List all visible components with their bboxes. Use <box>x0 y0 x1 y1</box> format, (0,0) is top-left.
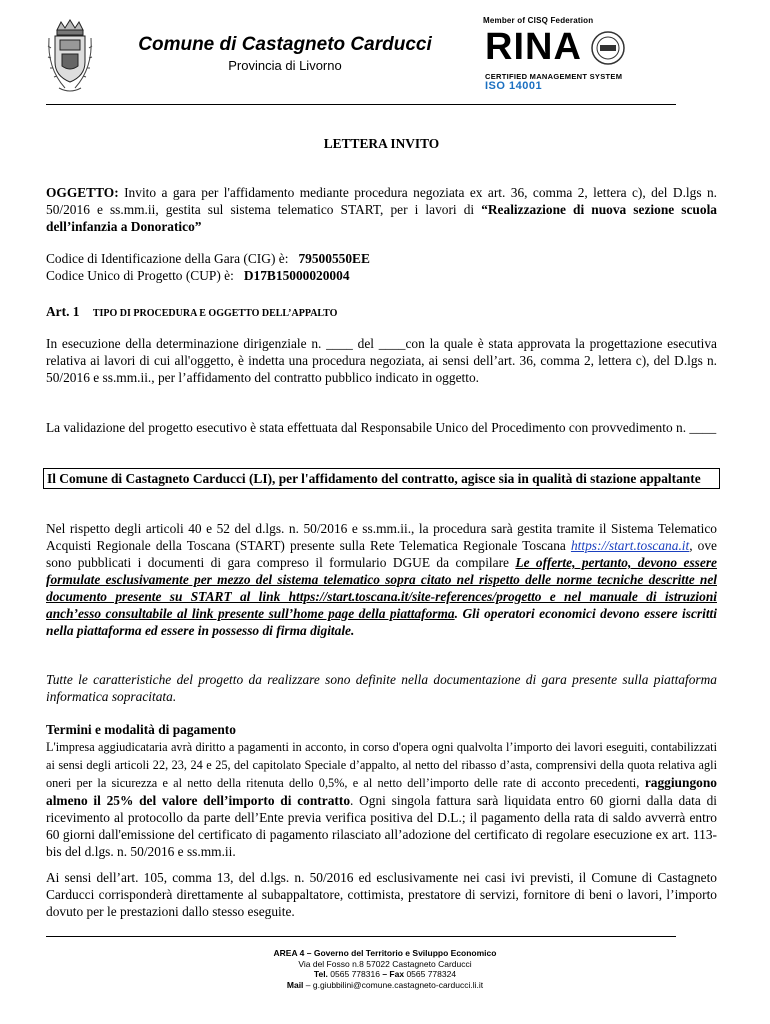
start-link[interactable]: https://start.toscana.it <box>570 538 690 553</box>
cert-iso-text: ISO 14001 <box>485 80 543 92</box>
coat-of-arms-icon <box>45 18 95 96</box>
footer-mail: Mail – g.giubbilini@comune.castagneto-carducci.li.it <box>286 980 484 990</box>
oggetto-paragraph <box>46 184 717 235</box>
article-title: TIPO DI PROCEDURA E OGGETTO DELL’APPALTO <box>92 308 338 319</box>
cup-value: D17B15000020004 <box>243 268 350 283</box>
cig-line: Codice di Identificazione della Gara (CIG) è: 79500550EE <box>46 251 370 266</box>
oggetto-project: “Realizzazione di nuova sezione scuola dell’infanzia a Donoratico” <box>46 202 717 234</box>
article-heading <box>46 303 717 322</box>
header-divider <box>46 104 676 105</box>
footer-phone: Tel. 0565 778316 – Fax 0565 778324 <box>313 969 457 979</box>
cig-value: 79500550EE <box>298 251 370 266</box>
cup-line: Codice Unico di Progetto (CUP) è: D17B15000020004 <box>46 268 350 283</box>
paragraph-caratteristiche: Tutte le caratteristiche del progetto da realizzare sono definite nella documentazione di gara presente sulla piattaforma informatica sopracitata. <box>46 672 717 704</box>
cert-system-text: CERTIFIED MANAGEMENT SYSTEM <box>485 72 623 81</box>
paragraph-subappalto: Ai sensi dell’art. 105, comma 13, del d.lgs. n. 50/2016 ed esclusivamente nei casi ivi previsti, il Comune di Castagneto Carducci corrisponderà direttamente al subappaltatore, cottimista, prestatore di servizi, fornitore di beni o lavori, l’importo dovuto per le prestazioni dallo stesso eseguite. <box>46 870 717 919</box>
paragraph-start: Nel rispetto degli articoli 40 e 52 del d.lgs. n. 50/2016 e ss.mm.ii., la procedura sarà gestita tramite il Sistema Telematico Acquisti Regionale della Toscana (START) presente sulla Rete Telematica Regionale Toscana https://start.toscana.it, ove sono pubblicati i documenti di gara compreso il formulario DGUE da compilare Le offerte, pertanto, devono essere formulate esclusivamente per mezzo del sistema telematico sopra citato nel rispetto delle norme tecniche descritte nel documento presente su START al link https://start.toscana.it/site-references/progetto e nel manuale di istruzioni anch’esso consultabile al link presente sull’home page della piattaforma. Gli operatori economici devono essere iscritti nella piattaforma ed essere in possesso di firma digitale. <box>46 521 717 638</box>
province-subtitle: Provincia di Livorno <box>228 58 342 73</box>
footer-address: Via del Fosso n.8 57022 Castagneto Carducci <box>298 959 472 969</box>
footer-mail-address[interactable]: – g.giubbilini@comune.castagneto-carducci.li.it <box>305 980 484 990</box>
payment-threshold: raggiungono almeno il 25% del valore dell’importo di contratto <box>46 775 717 808</box>
article-number: Art. 1 <box>46 304 80 319</box>
section-heading-payment: Termini e modalità di pagamento <box>46 722 236 737</box>
boxed-statement: Il Comune di Castagneto Carducci (LI), per l'affidamento del contratto, agisce sia in qualità di stazione appaltante <box>43 468 720 489</box>
cert-member-text: Member of CISQ Federation <box>483 16 594 25</box>
document-title: LETTERA INVITO <box>323 136 440 151</box>
footer-area: AREA 4 – Governo del Territorio e Sviluppo Economico <box>273 948 497 958</box>
paragraph-determinazione: In esecuzione della determinazione dirigenziale n. ____ del ____con la quale è stata approvata la progettazione esecutiva relativa ai lavori di cui all'oggetto, è indetta una procedura negoziata, ai sensi dell’art. 36, comma 2, lettera c), del D.lgs n. 50/2016 e ss.mm.ii., per l’affidamento del contratto pubblico indicato in oggetto. <box>46 336 717 385</box>
rina-logo-text: RINA <box>485 26 582 68</box>
paragraph-pagamenti: L'impresa aggiudicataria avrà diritto a pagamenti in acconto, in corso d'opera ogni qualvolta l’importo dei lavori eseguiti, contabilizzati ai sensi degli articoli 22, 23, 24 e 25, del capitolato Speciale d’appalto, al netto del ribasso d’asta, comprensivi della quota relativa agli oneri per la sicurezza e al netto della ritenuta dello 0,5%, e al netto dell’importo delle rate di acconto precedenti, raggiungono almeno il 25% del valore dell’importo di contratto. Ogni singola fattura sarà liquidata entro 60 giorni dalla data di ricevimento al protocollo da parte dell’Ente previa verifica positiva del D.L.; il pagamento della rata di saldo avverrà entro 60 giorni dall'emissione del certificato di pagamento rilasciato all’adozione del certificato di regolare esecuzione ex art. 113-bis del d.lgs. n. 50/2016 e ss.mm.ii. <box>46 740 717 859</box>
offers-requirement: Le offerte, pertanto, devono essere formulate esclusivamente per mezzo del sistema telematico sopra citato nel rispetto delle norme tecniche descritte nel documento presente su START al link https://start.toscana.it/site-references/progetto e nel manuale di istruzioni anch’esso consultabile al link presente sull’home page della piattaforma <box>46 555 717 621</box>
paragraph-validazione: La validazione del progetto esecutivo è stata effettuata dal Responsabile Unico del Procedimento con provvedimento n. ____ <box>46 420 717 435</box>
iqnet-seal-icon <box>590 30 626 66</box>
footer-divider <box>46 936 676 937</box>
oggetto-label: OGGETTO: <box>46 185 119 200</box>
municipality-title: Comune di Castagneto Carducci <box>138 34 432 55</box>
oggetto-text: Invito a gara per l'affidamento mediante procedura negoziata ex art. 36, comma 2, lettera c), del D.lgs n. 50/2016 e ss.mm.ii, gestita sul sistema telematico START, per i lavori di <box>46 185 717 217</box>
